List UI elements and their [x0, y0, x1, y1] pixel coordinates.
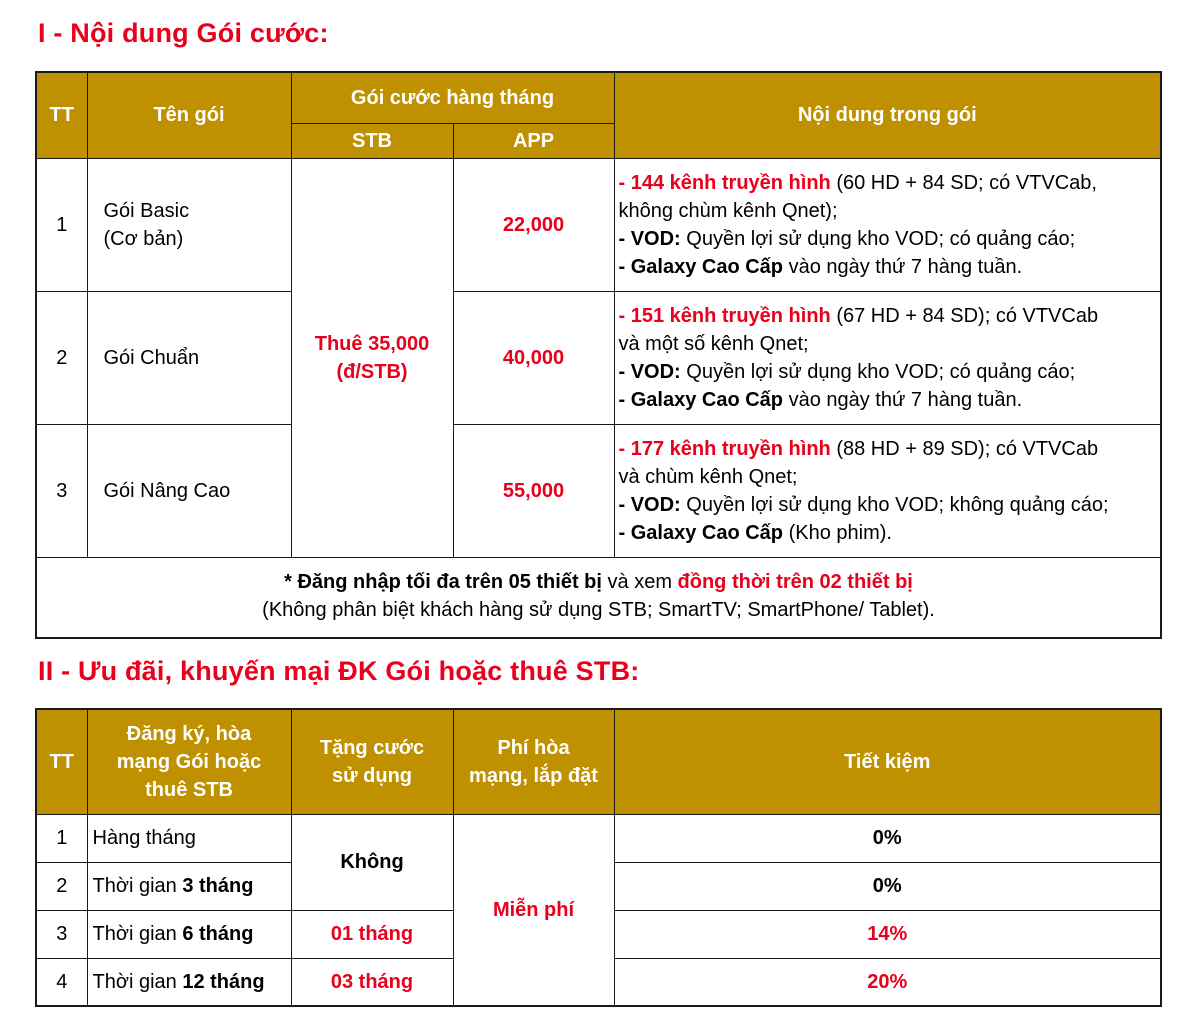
register-period-prefix: Thời gian	[92, 923, 183, 945]
register-period-bold: 6 tháng	[182, 923, 254, 945]
vod-label: - VOD:	[618, 493, 681, 516]
table-row	[36, 814, 1161, 862]
package-name	[87, 424, 291, 557]
register-period	[87, 862, 291, 910]
header-saving: Tiết kiệm	[614, 709, 1161, 814]
saving-value: 14%	[614, 910, 1161, 958]
header-fee-line: Phí hòa	[497, 736, 570, 759]
header-fee-line: mạng, lắp đặt	[469, 764, 598, 787]
header-bonus-line: Tặng cước	[319, 736, 425, 759]
channel-detail: (67 HD + 84 SD); có VTVCab	[830, 304, 1099, 327]
galaxy-text: vào ngày thứ 7 hàng tuần.	[783, 388, 1023, 411]
channel-detail-line2: và một số kênh Qnet;	[618, 332, 809, 355]
channel-detail: (60 HD + 84 SD; có VTVCab,	[830, 171, 1097, 194]
saving-value: 20%	[614, 958, 1161, 1006]
bonus-value: 01 tháng	[291, 910, 453, 958]
note-connector: và xem	[601, 571, 678, 594]
header-tt: TT	[36, 709, 87, 814]
app-price: 40,000	[453, 291, 614, 424]
note-row	[36, 557, 1161, 638]
register-period-prefix: Thời gian	[92, 970, 183, 993]
installation-fee-free: Miễn phí	[453, 814, 614, 1006]
vod-label: - VOD:	[618, 360, 681, 383]
channel-detail-line2: không chùm kênh Qnet);	[618, 199, 838, 222]
table-row	[36, 291, 1161, 424]
galaxy-label: - Galaxy Cao Cấp	[618, 521, 784, 544]
row-tt: 3	[36, 910, 87, 958]
galaxy-text: vào ngày thứ 7 hàng tuần.	[783, 255, 1023, 278]
row-tt: 2	[36, 291, 87, 424]
stb-price-line: Thuê 35,000	[314, 332, 430, 355]
galaxy-label: - Galaxy Cao Cấp	[618, 388, 784, 411]
row-tt: 3	[36, 424, 87, 557]
package-name-line: (Cơ bản)	[103, 227, 184, 250]
package-details	[614, 424, 1161, 557]
note-line2: (Không phân biệt khách hàng sử dụng STB; SmartTV; SmartPhone/ Tablet).	[262, 599, 935, 622]
device-note	[36, 557, 1161, 638]
header-stb: STB	[291, 123, 453, 158]
register-period-bold: 12 tháng	[182, 970, 265, 993]
section-2-title: II - Ưu đãi, khuyến mại ĐK Gói hoặc thuê STB:	[38, 656, 640, 686]
header-package-name: Tên gói	[87, 72, 291, 158]
header-register-line: mạng Gói hoặc	[116, 750, 262, 773]
header-bonus-line: sử dụng	[331, 764, 413, 787]
vod-text: Quyền lợi sử dụng kho VOD; có quảng cáo;	[680, 360, 1076, 383]
table-row	[36, 158, 1161, 291]
channel-count: - 144 kênh truyền hình	[618, 171, 831, 194]
saving-value: 0%	[614, 862, 1161, 910]
header-package-content: Nội dung trong gói	[614, 72, 1161, 158]
row-tt: 2	[36, 862, 87, 910]
section-1-title: I - Nội dung Gói cước:	[38, 18, 329, 48]
vod-text: Quyền lợi sử dụng kho VOD; có quảng cáo;	[680, 227, 1076, 250]
register-period-prefix: Thời gian	[92, 875, 183, 897]
channel-detail-line2: và chùm kênh Qnet;	[618, 465, 798, 488]
register-period	[87, 910, 291, 958]
channel-count: - 151 kênh truyền hình	[618, 304, 831, 327]
header-app: APP	[453, 123, 614, 158]
header-register-line: thuê STB	[145, 778, 233, 801]
app-price: 22,000	[453, 158, 614, 291]
register-period-bold: 3 tháng	[182, 875, 254, 897]
package-content-table	[35, 71, 1162, 639]
galaxy-label: - Galaxy Cao Cấp	[618, 255, 784, 278]
stb-rent-price	[291, 158, 453, 557]
stb-price-unit: (đ/STB)	[336, 360, 408, 383]
header-installation-fee	[453, 709, 614, 814]
package-name	[87, 158, 291, 291]
header-register	[87, 709, 291, 814]
register-period	[87, 814, 291, 862]
package-name-line: Gói Basic	[103, 199, 190, 222]
header-monthly-fee: Gói cước hàng tháng	[291, 72, 614, 123]
row-tt: 1	[36, 814, 87, 862]
note-max-devices: * Đăng nhập tối đa trên 05 thiết bị	[284, 571, 602, 594]
note-concurrent-devices: đồng thời trên 02 thiết bị	[677, 571, 913, 594]
register-period-prefix: Hàng tháng	[92, 827, 196, 849]
package-details	[614, 291, 1161, 424]
vod-label: - VOD:	[618, 227, 681, 250]
bonus-none: Không	[291, 814, 453, 910]
package-name	[87, 291, 291, 424]
galaxy-text: (Kho phim).	[783, 521, 892, 544]
channel-detail: (88 HD + 89 SD); có VTVCab	[830, 437, 1099, 460]
header-bonus	[291, 709, 453, 814]
table-row	[36, 424, 1161, 557]
bonus-value: 03 tháng	[291, 958, 453, 1006]
row-tt: 1	[36, 158, 87, 291]
vod-text: Quyền lợi sử dụng kho VOD; không quảng cáo;	[680, 493, 1109, 516]
package-name-line: Gói Chuẩn	[103, 346, 200, 369]
row-tt: 4	[36, 958, 87, 1006]
app-price: 55,000	[453, 424, 614, 557]
header-tt: TT	[36, 72, 87, 158]
channel-count: - 177 kênh truyền hình	[618, 437, 831, 460]
package-name-line: Gói Nâng Cao	[103, 479, 231, 502]
header-register-line: Đăng ký, hòa	[126, 722, 252, 745]
package-details	[614, 158, 1161, 291]
saving-value: 0%	[614, 814, 1161, 862]
promotion-table	[35, 708, 1162, 1007]
register-period	[87, 958, 291, 1006]
